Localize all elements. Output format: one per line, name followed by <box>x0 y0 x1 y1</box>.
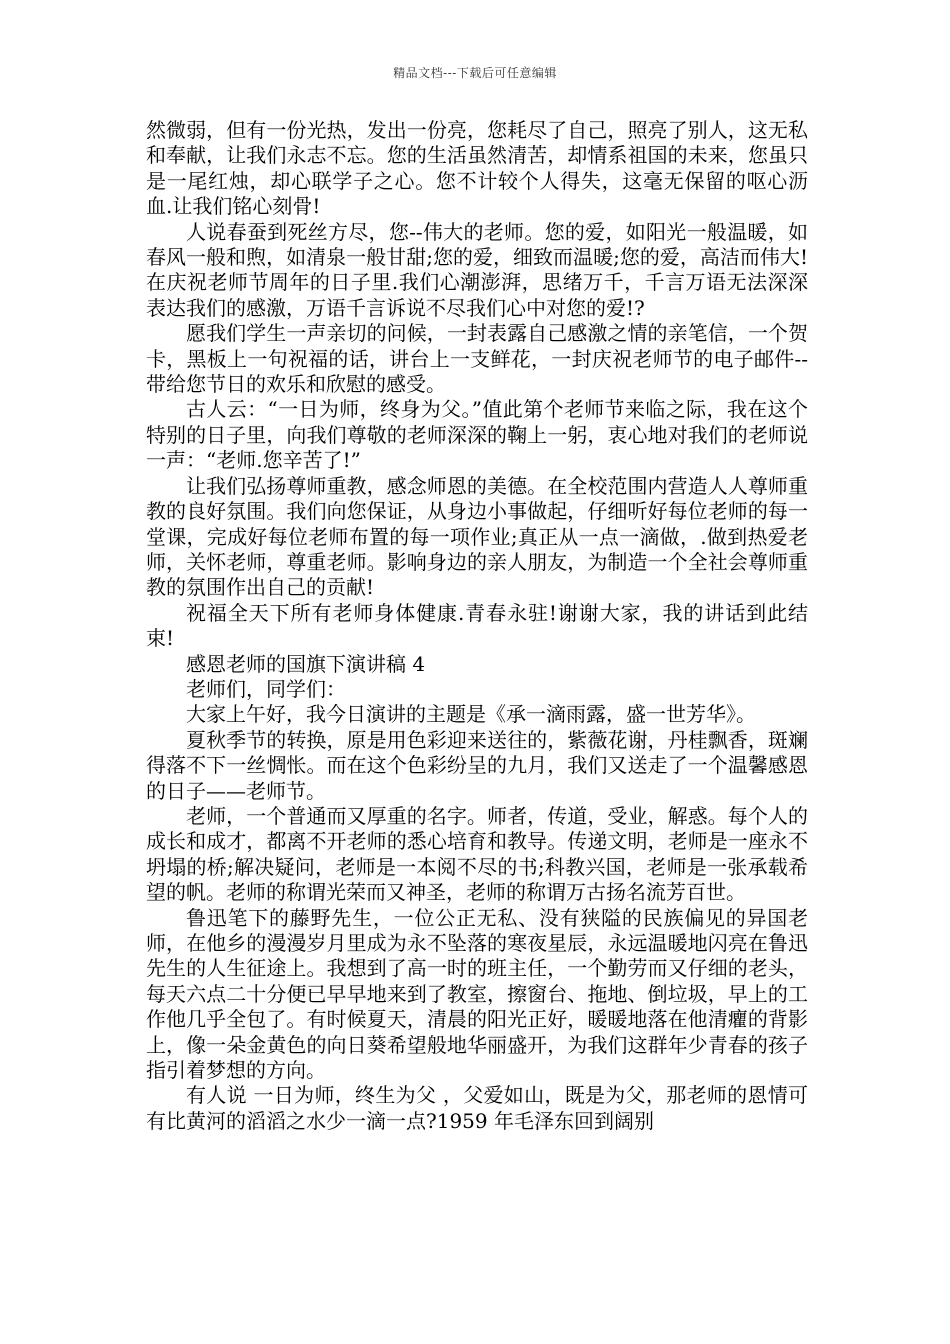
page-header: 精品文档---下载后可任意编辑 <box>393 66 557 80</box>
paragraph: 有人说 一日为师，终生为父 ，父爱如山，既是为父，那老师的恩情可有比黄河的滔滔之水少一滴一点?1959 年毛泽东回到阔别 <box>146 1083 808 1133</box>
paragraph: 愿我们学生一声亲切的问候，一封表露自己感激之情的亲笔信，一个贺卡，黑板上一句祝福的话，讲台上一支鲜花，一封庆祝老师节的电子邮件--带给您节日的欢乐和欣慰的感受。 <box>146 321 808 397</box>
paragraph: 然微弱，但有一份光热，发出一份亮，您耗尽了自己，照亮了别人，这无私和奉献，让我们永志不忘。您的生活虽然清苦，却情系祖国的未来，您虽只是一尾红烛，却心联学子之心。您不计较个人得失，这毫无保留的呕心沥血.让我们铭心刻骨! <box>146 118 808 219</box>
paragraph: 祝福全天下所有老师身体健康.青春永驻!谢谢大家，我的讲话到此结束! <box>146 600 808 651</box>
paragraph: 鲁迅笔下的藤野先生，一位公正无私、没有狭隘的民族偏见的异国老师，在他乡的漫漫岁月里成为永不坠落的寒夜星辰，永远温暖地闪亮在鲁迅先生的人生征途上。我想到了高一时的班主任，一个勤劳而又仔细的老头，每天六点二十分便已早早地来到了教室，擦窗台、拖地、倒垃圾，早上的工作他几乎全包了。有时候夏天，清晨的阳光正好，暖暖地落在他清癯的背影上，像一朵金黄色的向日葵希望般地华丽盛开，为我们这群年少青春的孩子指引着梦想的方向。 <box>146 905 808 1083</box>
paragraph: 让我们弘扬尊师重教，感念师恩的美德。在全校范围内营造人人尊师重教的良好氛围。我们向您保证，从身边小事做起，仔细听好每位老师的每一堂课，完成好每位老师布置的每一项作业;真正从一点一滴做，.做到热爱老师，关怀老师，尊重老师。影响身边的亲人朋友，为制造一个全社会尊师重教的氛围作出自己的贡献! <box>146 473 808 600</box>
paragraph: 老师，一个普通而又厚重的名字。师者，传道，受业，解惑。每个人的成长和成才，都离不开老师的悉心培育和教导。传递文明，老师是一座永不坍塌的桥;解决疑问，老师是一本阅不尽的书;科教兴国，老师是一张承载希望的帆。老师的称谓光荣而又神圣，老师的称谓万古扬名流芳百世。 <box>146 803 808 905</box>
paragraph: 大家上午好，我今日演讲的主题是《承一滴雨露，盛一世芳华》。 <box>186 702 756 727</box>
salutation: 老师们，同学们： <box>186 676 346 701</box>
section-heading: 感恩老师的国旗下演讲稿 4 <box>186 651 426 676</box>
paragraph: 人说春蚕到死丝方尽，您--伟大的老师。您的爱，如阳光一般温暖，如春风一般和煦，如清泉一般甘甜;您的爱，细致而温暖;您的爱，高洁而伟大!在庆祝老师节周年的日子里.我们心潮澎湃，思绪万千，千言万语无法深深表达我们的感激，万语千言诉说不尽我们心中对您的爱!? <box>146 219 808 320</box>
document-body <box>146 118 808 1134</box>
paragraph: 古人云：“一日为师，终身为父。”值此第个老师节来临之际，我在这个特别的日子里，向我们尊敬的老师深深的鞠上一躬，衷心地对我们的老师说一声：“老师.您辛苦了!” <box>146 397 808 473</box>
paragraph: 夏秋季节的转换，原是用色彩迎来送往的，紫薇花谢，丹桂飘香，斑斓得落不下一丝惆怅。而在这个色彩纷呈的九月，我们又送走了一个温馨感恩的日子——老师节。 <box>146 727 808 803</box>
